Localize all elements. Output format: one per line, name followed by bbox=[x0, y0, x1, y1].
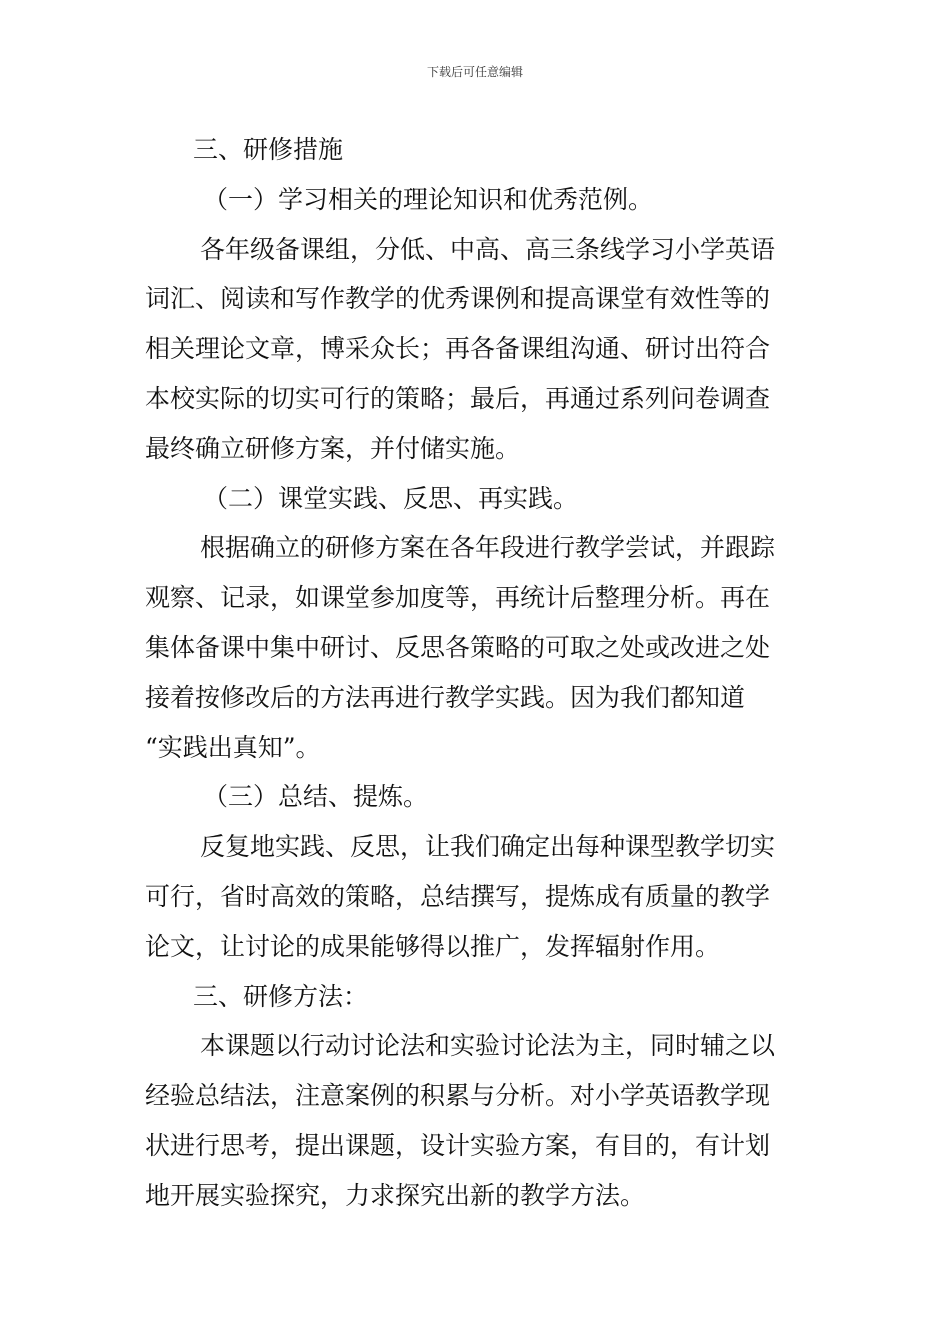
text-line: 最终确立研修方案，并付储实施。 bbox=[145, 433, 521, 463]
text-line: 接着按修改后的方法再进行教学实践。因为我们都知道 bbox=[145, 682, 746, 712]
text-line: 三、研修措施 bbox=[193, 135, 344, 164]
section-heading bbox=[145, 972, 805, 1022]
text-line: 状进行思考，提出课题，设计实验方案，有目的，有计划 bbox=[145, 1130, 771, 1160]
text-line: 本校实际的切实可行的策略；最后，再通过系列问卷调查 bbox=[145, 383, 771, 413]
text-line: 地开展实验探究，力求探究出新的教学方法。 bbox=[145, 1180, 646, 1210]
text-line: 反复地实践、反思，让我们确定出每种课型教学切实 bbox=[200, 832, 776, 862]
text-line: （一）学习相关的理论知识和优秀范例。 bbox=[203, 184, 654, 214]
text-line: 集体备课中集中研讨、反思各策略的可取之处或改进之处 bbox=[145, 632, 771, 662]
text-line: 各年级备课组，分低、中高、高三条线学习小学英语 bbox=[200, 234, 776, 264]
text-line: “实践出真知”。 bbox=[145, 732, 321, 762]
text-line: 可行，省时高效的策略，总结撰写，提炼成有质量的教学 bbox=[145, 881, 771, 911]
document-body bbox=[145, 125, 805, 1221]
text-line: 根据确立的研修方案在各年段进行教学尝试，并跟踪 bbox=[200, 533, 776, 563]
body-paragraph bbox=[145, 225, 805, 474]
section-heading bbox=[145, 125, 805, 175]
body-paragraph bbox=[145, 1021, 805, 1220]
text-line: 词汇、阅读和写作教学的优秀课例和提高课堂有效性等的 bbox=[145, 284, 771, 314]
body-paragraph bbox=[145, 523, 805, 772]
text-line: 三、研修方法： bbox=[193, 981, 369, 1011]
text-line: （二）课堂实践、反思、再实践。 bbox=[203, 483, 579, 513]
subsection-heading bbox=[145, 175, 805, 225]
text-line: （三）总结、提炼。 bbox=[203, 782, 429, 812]
body-paragraph bbox=[145, 822, 805, 971]
text-line: 相关理论文章，博采众长；再各备课组沟通、研讨出符合 bbox=[145, 334, 771, 364]
text-line: 观察、记录，如课堂参加度等，再统计后整理分析。再在 bbox=[145, 583, 771, 613]
subsection-heading bbox=[145, 474, 805, 524]
text-line: 本课题以行动讨论法和实验讨论法为主，同时辅之以 bbox=[200, 1031, 776, 1061]
page-header: 下载后可任意编辑 bbox=[426, 65, 523, 79]
text-line: 论文，让讨论的成果能够得以推广，发挥辐射作用。 bbox=[145, 931, 721, 961]
text-line: 经验总结法，注意案例的积累与分析。对小学英语教学现 bbox=[145, 1081, 771, 1111]
subsection-heading bbox=[145, 772, 805, 822]
